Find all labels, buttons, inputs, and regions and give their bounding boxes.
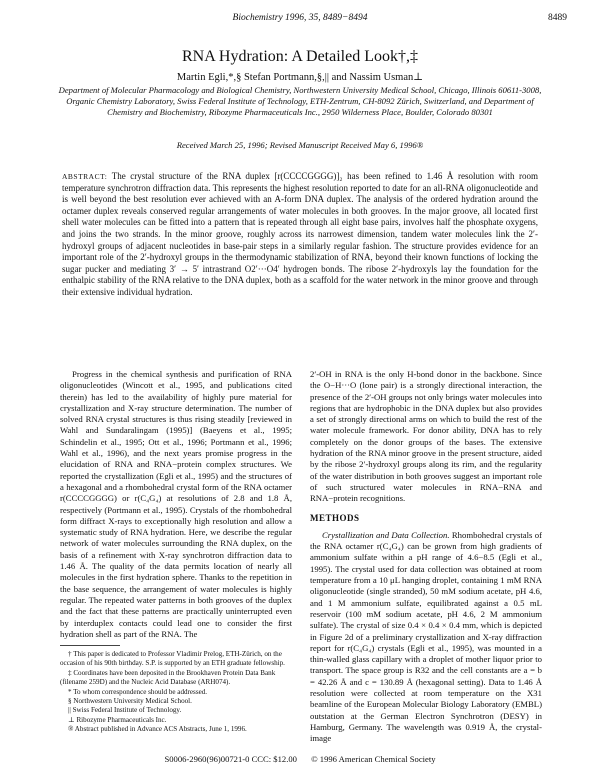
footnote: ® Abstract published in Advance ACS Abstracts, June 1, 1996. xyxy=(68,725,247,734)
footnote-rule xyxy=(60,645,120,646)
page-number: 8489 xyxy=(548,13,567,23)
left-column xyxy=(60,369,292,640)
copyright: © 1996 American Chemical Society xyxy=(311,754,436,764)
page-footer xyxy=(0,754,600,764)
author-list: Martin Egli,*,§ Stefan Portmann,§,|| and Nassim Usman⊥ xyxy=(176,72,424,83)
paper-title: RNA Hydration: A Detailed Look†,‡ xyxy=(182,48,418,65)
continued-paragraph: 2′-OH in RNA is the only H-bond donor in the backbone. Since the O−H···O (lone pair) is a strongly directional interaction, the presence of the 2′-OH groups not only brings water molecules into regions that are hydrophobic in the DNA duplex but also provides a set of strongly directional arms on which to build the rest of the water molecule framework. For donor ability, DNA has to rely completely on the donor groups of the bases. The extensive hydration of the RNA minor groove in the present structure, aided by the ribose 2′-hydroxyl groups along its rim, and the regularity of the water distribution in both grooves suggest an important role of such structured water molecules in RNA−RNA and RNA−protein recognitions. xyxy=(310,369,542,504)
right-column xyxy=(310,369,542,745)
journal-citation: Biochemistry 1996, 35, 8489−8494 xyxy=(232,13,368,23)
methods-paragraph xyxy=(310,530,542,745)
methods-text: Rhombohedral crystals of the RNA octamer r(C₄G₄) can be grown from high gradients of ammonium sulfate within a pH range of 4.6−8.5 (Egli et al., 1995). The crystal used for data collection was obtained at room temperature from a 10 μL hanging droplet, containing 1 mM RNA oligonucleotide (single stranded), 50 mM sodium acetate, pH 4.6, and 1 M ammonium sulfate, equilibrated against a 0.5 mL reservoir (100 mM sodium acetate, pH 4.6, 2 M ammonium sulfate). The crystal of size 0.4 × 0.4 × 0.4 mm, which is depicted in Figure 2d of a preliminary crystallization and X-ray diffraction report for r(C₄G₄) crystals (Egli et al., 1995), was mounted in a thin-walled glass capillary with a droplet of mother liquor prior to transport. The space group is R32 and the cell constants are a = b = 42.26 Å and c = 130.89 Å (hexagonal setting). Data to 1.46 Å resolution were collected at room temperature on the X31 beamline of the European Molecular Biology Laboratory (EMBL) outstation at the German Electron Synchrotron (DESY) in Hamburg, Germany. The wavelength was 0.919 Å, the crystal-image xyxy=(310,529,542,744)
subsection-title: Crystallization and Data Collection. xyxy=(322,529,450,540)
intro-paragraph: Progress in the chemical synthesis and purification of RNA oligonucleotides (Wincott et al., 1995, and publications cited therein) has led to the availability of highly pure material for crystallization and X-ray structure determination. The number of solved RNA crystal structures is thus rising steadily [reviewed in Wahl and Sundaralingam (1995)] (Baeyens et al., 1995; Schindelin et al., 1995; Ott et al., 1996; Portmann et al., 1996; Wahl et al., 1996), and the next years promise progress in the elucidation of RNA and RNA−protein complex structures. We reported the crystallization (Egli et al., 1995) and the structures of a hexagonal and a rhombohedral crystal form of the RNA octamer r(CCCCGGGG) or r(C₄G₄) at resolutions of 2.8 and 1.8 Å, respectively (Portmann et al., 1995). Crystals of the rhombohedral form diffract X-rays to exceptionally high resolution and allow a systematic study of RNA hydration. Here, we describe the regular network of water molecules surrounding the RNA duplex, on the basis of a refinement with X-ray synchrotron diffraction data to 1.46 Å. The quality of the data permits location of nearly all molecules in the first hydration sphere. Thanks to the repetition in the base sequence, the arrangement of water molecules is highly regular. The repeated water patterns in both grooves of the duplex and the fact that these patterns are practically uninterrupted even by interduplex contacts could lead one to consider the first hydration shell as part of the RNA. The xyxy=(60,369,292,639)
footnote: || Swiss Federal Institute of Technology. xyxy=(68,706,182,715)
footnote: † This paper is dedicated to Professor Vladimir Prelog, ETH-Zürich, on the occasion of his 90th birthday. S.P. is supported by an ETH graduate fellowship. xyxy=(60,650,285,668)
received-dates: Received March 25, 1996; Revised Manuscript Received May 6, 1996® xyxy=(176,140,424,150)
footnote: § Northwestern University Medical School. xyxy=(68,697,192,706)
footnote: ‡ Coordinates have been deposited in the Brookhaven Protein Data Bank (filename 259D) and the Nucleic Acid Database (ARH074). xyxy=(60,668,276,687)
article-code: S0006-2960(96)00721-0 CCC: $12.00 xyxy=(164,754,297,764)
affiliations: Department of Molecular Pharmacology and Biological Chemistry, Northwestern University Medical School, Chicago, Illinois 60611-3008, Organic Chemistry Laboratory, Swiss Federal Institute of Technology, ETH-Zentrum, CH-8092 Zürich, Switzerland, and Department of Chemistry and Biochemistry, Ribozyme Pharmaceuticals Inc., 2950 Wilderness Place, Boulder, Colorado 80301 xyxy=(58,85,542,118)
methods-heading: METHODS xyxy=(310,512,360,523)
abstract xyxy=(62,171,538,299)
abstract-label: ABSTRACT: xyxy=(62,172,108,181)
footnotes xyxy=(60,650,292,735)
footnote: * To whom correspondence should be addressed. xyxy=(68,687,208,696)
footnote: ⊥ Ribozyme Pharmaceuticals Inc. xyxy=(68,715,167,724)
abstract-text: The crystal structure of the RNA duplex [r(CCCCGGGG)]₂ has been refined to 1.46 Å resolution with room temperature synchrotron diffraction data. This represents the highest resolution reported to date for an all-RNA oligonucleotide and is well beyond the best resolution ever achieved with an A-form DNA duplex. The analysis of the ordered hydration around the octamer duplex reveals conserved regular arrangements of water molecules in both grooves. In the major groove, all located first shell water molecules can be fitted into a pattern that is repeated through all eight base pairs, involves half the phosphate oxygens, and joins the two strands. In the minor groove, roughly across its narrowest dimension, tandem water molecules link the 2′-hydroxyl groups of adjacent nucleotides in base-pair steps in a similarly regular fashion. The structure provides evidence for an important role of the 2′-hydroxyl groups in the thermodynamic stabilization of RNA, beyond their known functions of locking the sugar pucker and mediating 3′ → 5′ intrastrand O2′···O4′ hydrogen bonds. The ribose 2′-hydroxyls lay the foundation for the enthalpic stability of the RNA relative to the DNA duplex, both as a scaffold for the water network in the minor groove and through their extensive individual hydration. xyxy=(62,171,539,297)
